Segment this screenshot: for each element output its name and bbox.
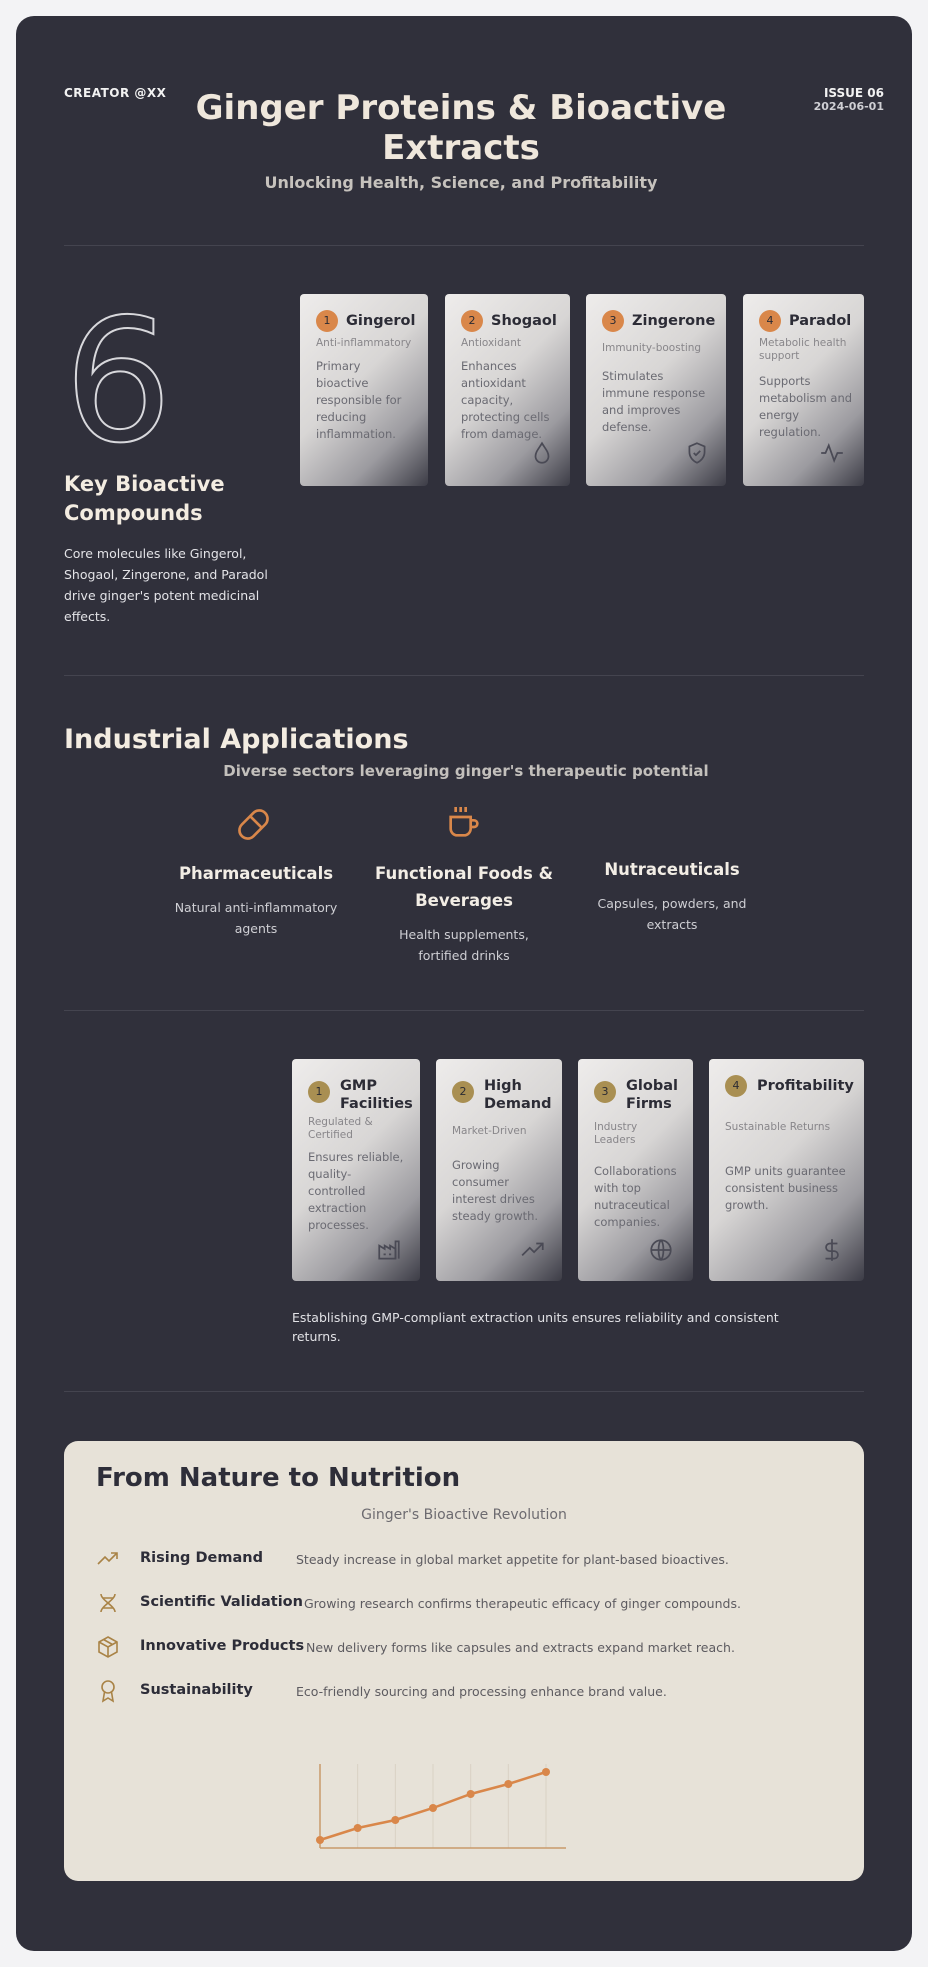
application-functional-foods (374, 802, 554, 966)
application-title: Functional Foods & Beverages (375, 864, 553, 910)
card-number-badge: 3 (602, 310, 624, 332)
placeholder-icon (652, 802, 692, 842)
big-number-text: 6 (64, 304, 173, 454)
page-title: Ginger Proteins & Bioactive Extracts (195, 88, 727, 168)
card-title: Global Firms (626, 1078, 678, 1112)
card-text: Enhances antioxidant capacity, protecting cells from damage. (461, 359, 550, 441)
chart-point (504, 1780, 512, 1788)
card-number-badge: 1 (316, 310, 338, 332)
factory-icon (376, 1237, 402, 1263)
globe-icon (648, 1237, 674, 1263)
card-number-badge: 4 (725, 1075, 747, 1097)
dollar-icon (819, 1237, 845, 1263)
card-tag: Industry Leaders (594, 1121, 638, 1146)
row-label: Sustainability (140, 1682, 253, 1698)
nature-panel (64, 1441, 864, 1881)
key-compounds-title: Key Bioactive Compounds (64, 472, 225, 525)
chart-point (316, 1836, 324, 1844)
big-number (64, 304, 184, 454)
card-title: High Demand (484, 1078, 552, 1112)
gmp-card-global-firms (578, 1059, 693, 1281)
card-title: Paradol (789, 313, 852, 329)
divider (64, 675, 864, 676)
application-description: Capsules, powders, and extracts (597, 896, 747, 932)
chart-point (354, 1824, 362, 1832)
card-title: Gingerol (346, 313, 416, 329)
row-label: Innovative Products (140, 1638, 305, 1654)
application-pharmaceuticals (166, 802, 346, 939)
issue-info (814, 86, 884, 113)
card-tag: Market-Driven (452, 1125, 527, 1137)
card-tag: Immunity-boosting (602, 342, 702, 354)
card-text: GMP units guarantee consistent business growth. (725, 1164, 846, 1212)
nature-title: From Nature to Nutrition (96, 1463, 461, 1493)
divider (64, 1391, 864, 1392)
card-title: GMP Facilities (340, 1078, 413, 1112)
growth-line-chart (284, 1756, 604, 1856)
card-number-badge: 2 (452, 1081, 474, 1103)
application-nutraceuticals (582, 802, 762, 935)
row-description: Growing research confirms therapeutic efficacy of ginger compounds. (304, 1596, 741, 1611)
card-tag: Regulated & Certified (308, 1116, 373, 1141)
card-title: Profitability (757, 1078, 854, 1094)
card-text: Stimulates immune response and improves defense. (602, 369, 706, 434)
activity-icon (819, 440, 845, 466)
chart-point (391, 1816, 399, 1824)
card-number-badge: 2 (461, 310, 483, 332)
nature-row-sustainability (96, 1679, 836, 1703)
row-description: Steady increase in global market appetite for plant-based bioactives. (296, 1552, 729, 1567)
nature-row-validation (96, 1591, 836, 1615)
trending-up-icon (96, 1547, 120, 1571)
industrial-title: Industrial Applications (64, 724, 409, 755)
issue-number: ISSUE 06 (823, 86, 884, 100)
card-number-badge: 3 (594, 1081, 616, 1103)
card-title: Shogaol (491, 313, 557, 329)
issue-date: 2024-06-01 (813, 100, 884, 113)
coffee-cup-icon (444, 802, 484, 842)
droplet-icon (529, 440, 555, 466)
card-number-badge: 4 (759, 310, 781, 332)
shield-check-icon (684, 440, 710, 466)
divider (64, 1010, 864, 1011)
page-subtitle: Unlocking Health, Science, and Profitability (264, 173, 658, 192)
gmp-note: Establishing GMP-compliant extraction units ensures reliability and consistent returns. (292, 1310, 779, 1344)
divider (64, 245, 864, 246)
card-text: Growing consumer interest drives steady growth. (452, 1158, 539, 1223)
card-title: Zingerone (632, 313, 716, 329)
row-label: Scientific Validation (140, 1594, 303, 1610)
row-description: New delivery forms like capsules and extracts expand market reach. (306, 1640, 735, 1655)
nature-row-products (96, 1635, 836, 1659)
compound-card-gingerol (300, 294, 428, 486)
gmp-card-facilities (292, 1059, 420, 1281)
card-text: Ensures reliable, quality-controlled extraction processes. (308, 1150, 404, 1232)
gmp-card-demand (436, 1059, 562, 1281)
key-compounds-description: Core molecules like Gingerol, Shogaol, Zingerone, and Paradol drive ginger's potent medicinal effects. (64, 546, 268, 624)
application-title: Nutraceuticals (604, 860, 740, 879)
nature-row-demand (96, 1547, 836, 1571)
card-text: Supports metabolism and energy regulation. (759, 374, 853, 439)
chart-point (429, 1804, 437, 1812)
compound-card-shogaol (445, 294, 570, 486)
card-text: Collaborations with top nutraceutical companies. (594, 1164, 677, 1229)
card-tag: Antioxidant (461, 337, 521, 349)
chart-point (467, 1790, 475, 1798)
row-description: Eco-friendly sourcing and processing enhance brand value. (296, 1684, 667, 1699)
infographic-card (16, 16, 912, 1951)
package-icon (96, 1635, 120, 1659)
card-tag: Sustainable Returns (725, 1121, 831, 1133)
row-label: Rising Demand (140, 1550, 263, 1566)
industrial-subtitle: Diverse sectors leveraging ginger's therapeutic potential (223, 762, 709, 780)
chart-point (542, 1768, 550, 1776)
compound-card-paradol (743, 294, 864, 486)
card-tag: Metabolic health support (759, 337, 847, 362)
application-title: Pharmaceuticals (178, 864, 334, 883)
creator-label: CREATOR @XX (64, 86, 167, 100)
gmp-card-profitability (709, 1059, 864, 1281)
compound-card-zingerone (586, 294, 726, 486)
card-text: Primary bioactive responsible for reducing inflammation. (316, 359, 402, 441)
dna-icon (96, 1591, 120, 1615)
application-description: Natural anti-inflammatory agents (174, 900, 338, 936)
card-tag: Anti-inflammatory (316, 337, 412, 349)
trending-up-icon (520, 1237, 546, 1263)
pill-icon (236, 802, 276, 842)
application-description: Health supplements, fortified drinks (399, 927, 529, 963)
card-number-badge: 1 (308, 1081, 330, 1103)
nature-subtitle: Ginger's Bioactive Revolution (361, 1507, 567, 1523)
award-icon (96, 1679, 120, 1703)
